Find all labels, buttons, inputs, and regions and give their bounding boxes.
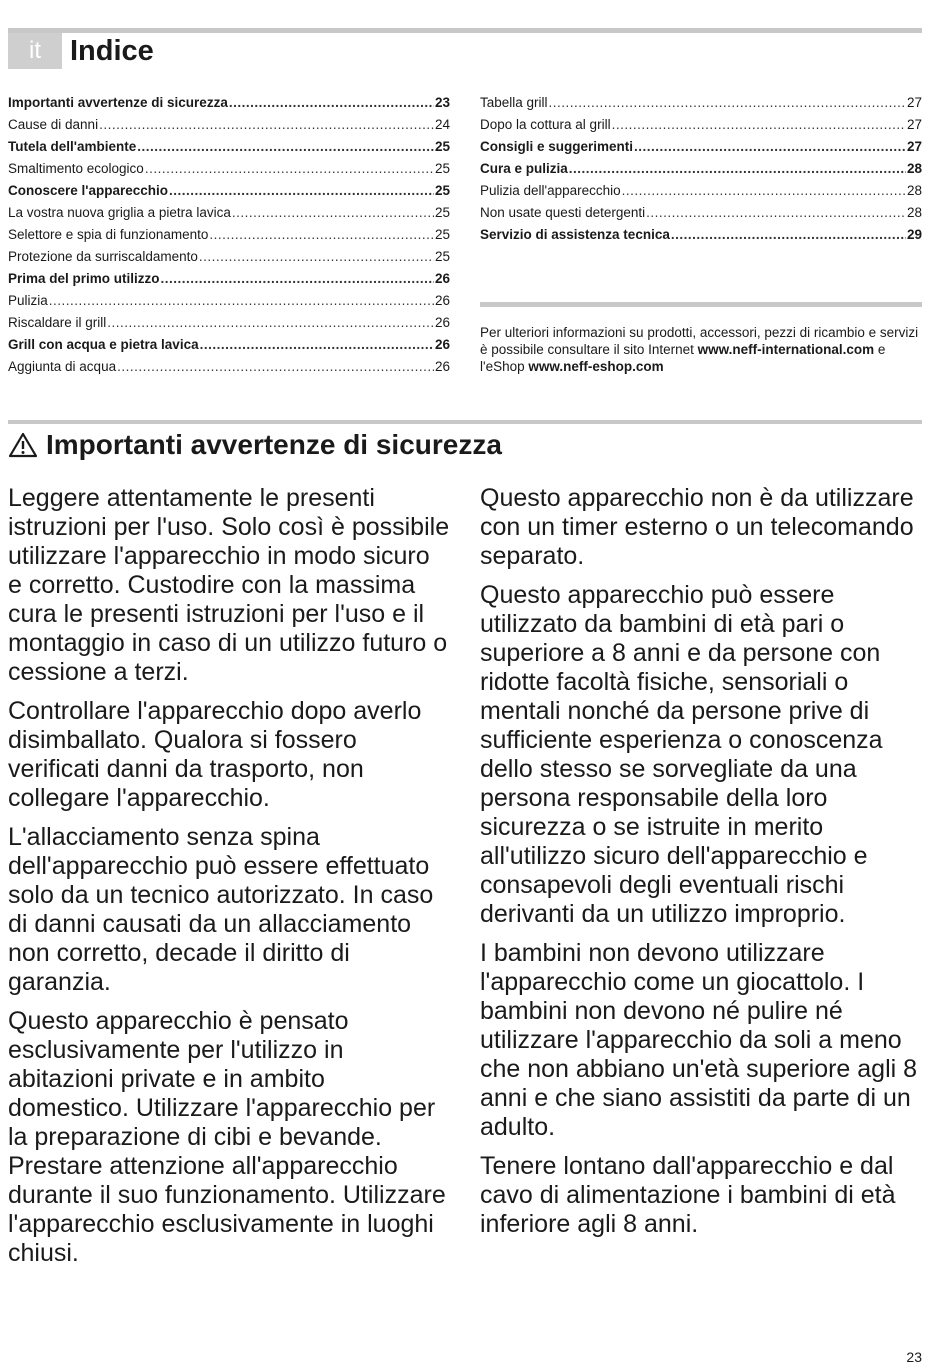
paragraph: Questo apparecchio è pensato esclusivamente per l'utilizzo in abitazioni private e in ambito domestico. Utilizzare l'apparecchio per la preparazione di cibi e bevande. Prestare attenzione all'apparecchio durante il suo funzionamento. Utilizzare l'apparecchio esclusivamente in luoghi chiusi.: [8, 1007, 446, 1267]
info-divider: [480, 302, 922, 307]
toc-entry[interactable]: Cause di danni ..... 24: [8, 114, 450, 136]
section-heading: [8, 428, 502, 462]
eshop-link[interactable]: www.neff-eshop.com: [528, 359, 664, 374]
language-tag: it: [8, 33, 62, 69]
paragraph: Questo apparecchio può essere utilizzato da bambini di età pari o superiore a 8 anni e da persone con ridotte facoltà fisiche, sensoriali o mentali nonché da persone prive di sufficiente esperienza o conoscenza dello stesso se sorvegliate da una persona responsabile della loro sicurezza o se istruite in merito all'utilizzo sicuro dell'apparecchio e consapevoli degli eventuali rischi derivanti da un utilizzo improprio.: [480, 581, 883, 928]
paragraph: Controllare l'apparecchio dopo averlo disimballato. Qualora si fossero verificati danni da trasporto, non collegare l'apparecchio.: [8, 697, 422, 812]
info-note: [480, 324, 922, 375]
toc-entry[interactable]: Conoscere l'apparecchio ..... 25: [8, 180, 450, 202]
info-connector: e l'eShop: [480, 342, 886, 374]
paragraph: Leggere attentamente le presenti istruzioni per l'uso. Solo così è possibile utilizzare l'apparecchio in modo sicuro e corretto. Custodire con la massima cura le presenti istruzioni per l'uso e il montaggio in caso di un utilizzo futuro o cessione a terzi.: [8, 484, 450, 686]
toc-entry[interactable]: Importanti avvertenze di sicurezza ..... 23: [8, 92, 450, 114]
page-title: Indice: [70, 35, 154, 67]
warning-triangle-icon: [8, 432, 38, 458]
toc-entry[interactable]: Cura e pulizia ..... 28: [480, 158, 922, 180]
toc-entry[interactable]: Prima del primo utilizzo ..... 26: [8, 268, 450, 290]
toc-entry[interactable]: Grill con acqua e pietra lavica ..... 26: [8, 334, 450, 356]
info-text: Per ulteriori informazioni su prodotti, accessori, pezzi di ricambio e servizi è possibile consultare il sito Internet: [480, 325, 919, 357]
section-divider: [8, 420, 922, 424]
paragraph: L'allacciamento senza spina dell'apparecchio può essere effettuato solo da un tecnico autorizzato. In caso di danni causati da un allacciamento non corretto, decade il diritto di garanzia.: [8, 823, 434, 996]
section-title: Importanti avvertenze di sicurezza: [46, 429, 502, 460]
toc-right-column: [480, 92, 922, 246]
toc-entry[interactable]: Dopo la cottura al grill ..... 27: [480, 114, 922, 136]
body-right-column: [480, 484, 922, 1249]
website-link[interactable]: www.neff-international.com: [697, 342, 875, 357]
paragraph: Tenere lontano dall'apparecchio e dal cavo di alimentazione i bambini di età inferiore agli 8 anni.: [480, 1152, 896, 1238]
toc-entry[interactable]: Pulizia dell'apparecchio ..... 28: [480, 180, 922, 202]
toc-entry[interactable]: Tabella grill ..... 27: [480, 92, 922, 114]
toc-entry[interactable]: Tutela dell'ambiente ..... 25: [8, 136, 450, 158]
toc-entry[interactable]: La vostra nuova griglia a pietra lavica ..... 25: [8, 202, 450, 224]
toc-entry[interactable]: Selettore e spia di funzionamento ..... 25: [8, 224, 450, 246]
toc-entry[interactable]: Servizio di assistenza tecnica ..... 29: [480, 224, 922, 246]
paragraph: Questo apparecchio non è da utilizzare con un timer esterno o un telecomando separato.: [480, 484, 914, 570]
toc-entry[interactable]: Non usate questi detergenti ..... 28: [480, 202, 922, 224]
toc-entry[interactable]: Aggiunta di acqua ..... 26: [8, 356, 450, 378]
toc-entry[interactable]: Protezione da surriscaldamento ..... 25: [8, 246, 450, 268]
toc-entry[interactable]: Pulizia ..... 26: [8, 290, 450, 312]
paragraph: I bambini non devono utilizzare l'apparecchio come un giocattolo. I bambini non devono né pulire né utilizzare l'apparecchio da soli a meno che non abbiano un'età superiore agli 8 anni e che siano assistiti da parte di un adulto.: [480, 939, 918, 1141]
toc-entry[interactable]: Consigli e suggerimenti ..... 27: [480, 136, 922, 158]
toc-entry[interactable]: Riscaldare il grill ..... 26: [8, 312, 450, 334]
page-number: 23: [906, 1349, 922, 1365]
body-left-column: [8, 484, 450, 1278]
toc-entry[interactable]: Smaltimento ecologico ..... 25: [8, 158, 450, 180]
toc-left-column: [8, 92, 450, 378]
